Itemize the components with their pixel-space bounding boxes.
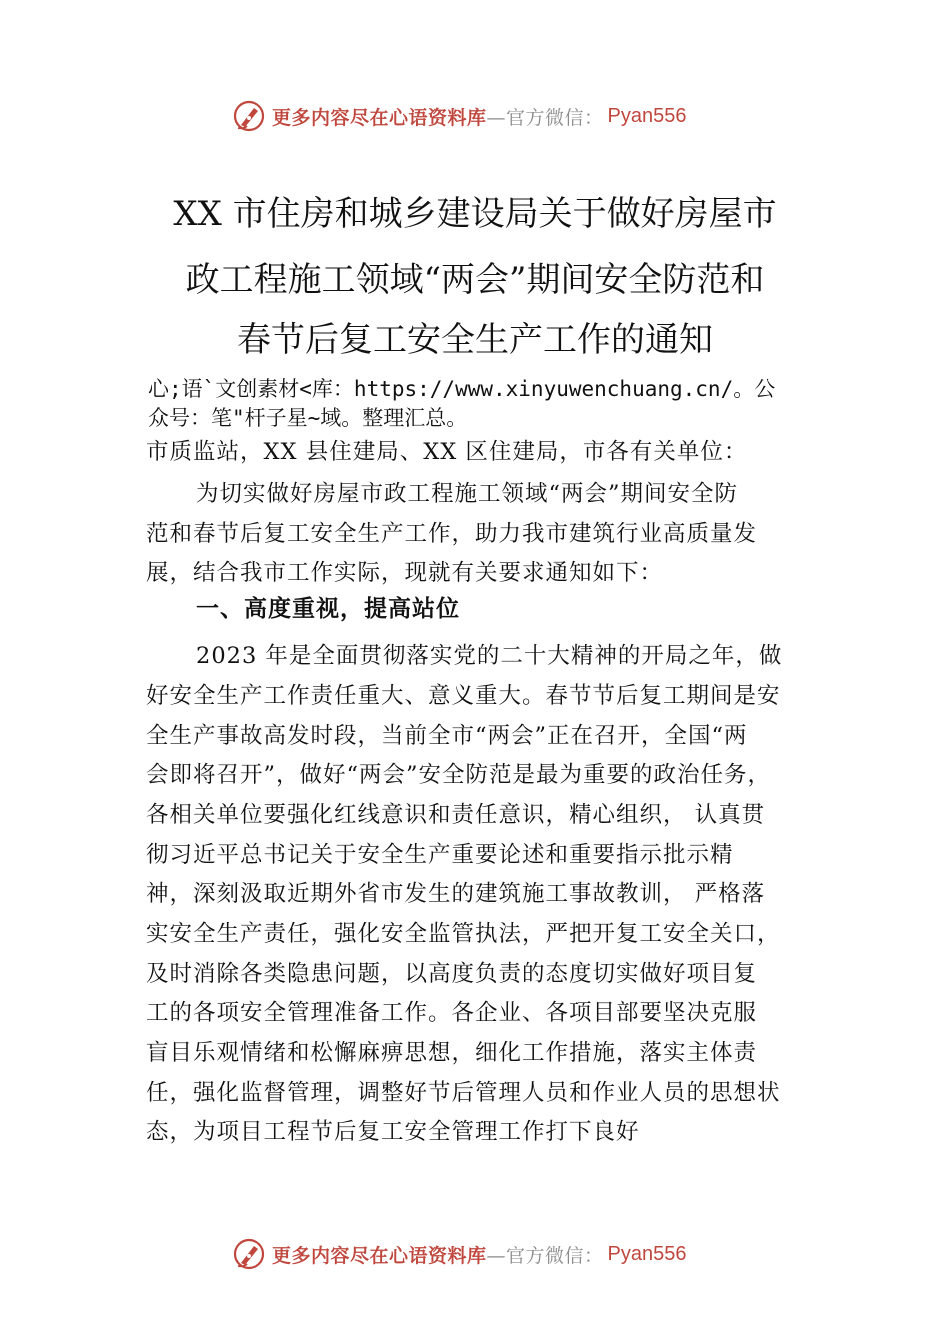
- banner-library-text: 更多内容尽在心语资料库: [272, 106, 487, 129]
- banner-library-text: 更多内容尽在心语资料库: [272, 1244, 487, 1267]
- body-line: 各相关单位要强化红线意识和责任意识，精心组织， 认真贯: [146, 802, 766, 828]
- body-line: 态，为项目工程节后复工安全管理工作打下良好: [146, 1119, 640, 1145]
- body-line: 盲目乐观情绪和松懈麻痹思想，细化工作措施，落实主体责: [146, 1040, 758, 1066]
- intro-line: 为切实做好房屋市政工程施工领域“两会”期间安全防: [196, 481, 739, 507]
- body-line: 神，深刻汲取近期外省市发生的建筑施工事故教训， 严格落: [146, 881, 766, 907]
- body-line: 及时消除各类隐患问题，以高度负责的态度切实做好项目复: [146, 961, 758, 987]
- banner-wechat-id: Pyan556: [607, 104, 687, 127]
- intro-line: 范和春节后复工安全生产工作，助力我市建筑行业高质量发: [146, 521, 758, 547]
- body-line: 工的各项安全管理准备工作。各企业、各项目部要坚决克服: [146, 1000, 758, 1026]
- intro-line: 展，结合我市工作实际，现就有关要求通知如下：: [146, 560, 664, 586]
- banner-wechat-label: —官方微信：: [486, 1244, 604, 1267]
- body-line: 2023 年是全面贯彻落实党的二十大精神的开局之年，做: [196, 643, 783, 669]
- body-line: 好安全生产工作责任重大、意义重大。春节节后复工期间是安: [146, 683, 781, 709]
- source-note-line-1: 心;语`文创素材<库：https://www.xinyuwenchuang.cn/。公: [148, 377, 776, 401]
- body-line: 全生产事故高发时段，当前全市“两会”正在召开，全国“两: [146, 723, 748, 749]
- body-line: 彻习近平总书记关于安全生产重要论述和重要指示批示精: [146, 842, 734, 868]
- document-title-line-3: 春节后复工安全生产工作的通知: [237, 320, 713, 360]
- footer-banner: [232, 1234, 687, 1274]
- source-note-line-2: 众号：笔"杆子星~域。整理汇总。: [148, 406, 468, 430]
- section-heading: 一、高度重视，提高站位: [196, 596, 460, 622]
- recipients-line: 市质监站，XX 县住建局、XX 区住建局，市各有关单位：: [146, 439, 748, 465]
- banner-wechat-label: —官方微信：: [486, 106, 604, 129]
- pen-nib-logo-icon: [232, 1237, 266, 1271]
- body-line: 实安全生产责任，强化安全监管执法，严把开复工安全关口，: [146, 921, 781, 947]
- body-line: 会即将召开”，做好“两会”安全防范是最为重要的政治任务，: [146, 762, 772, 788]
- body-line: 任，强化监督管理，调整好节后管理人员和作业人员的思想状: [146, 1080, 781, 1106]
- document-title-line-2: 政工程施工领域“两会”期间安全防范和: [185, 260, 765, 300]
- banner-wechat-id: Pyan556: [607, 1242, 687, 1265]
- header-banner: [232, 96, 687, 136]
- pen-nib-logo-icon: [232, 99, 266, 133]
- document-title-line-1: XX 市住房和城乡建设局关于做好房屋市: [173, 194, 777, 234]
